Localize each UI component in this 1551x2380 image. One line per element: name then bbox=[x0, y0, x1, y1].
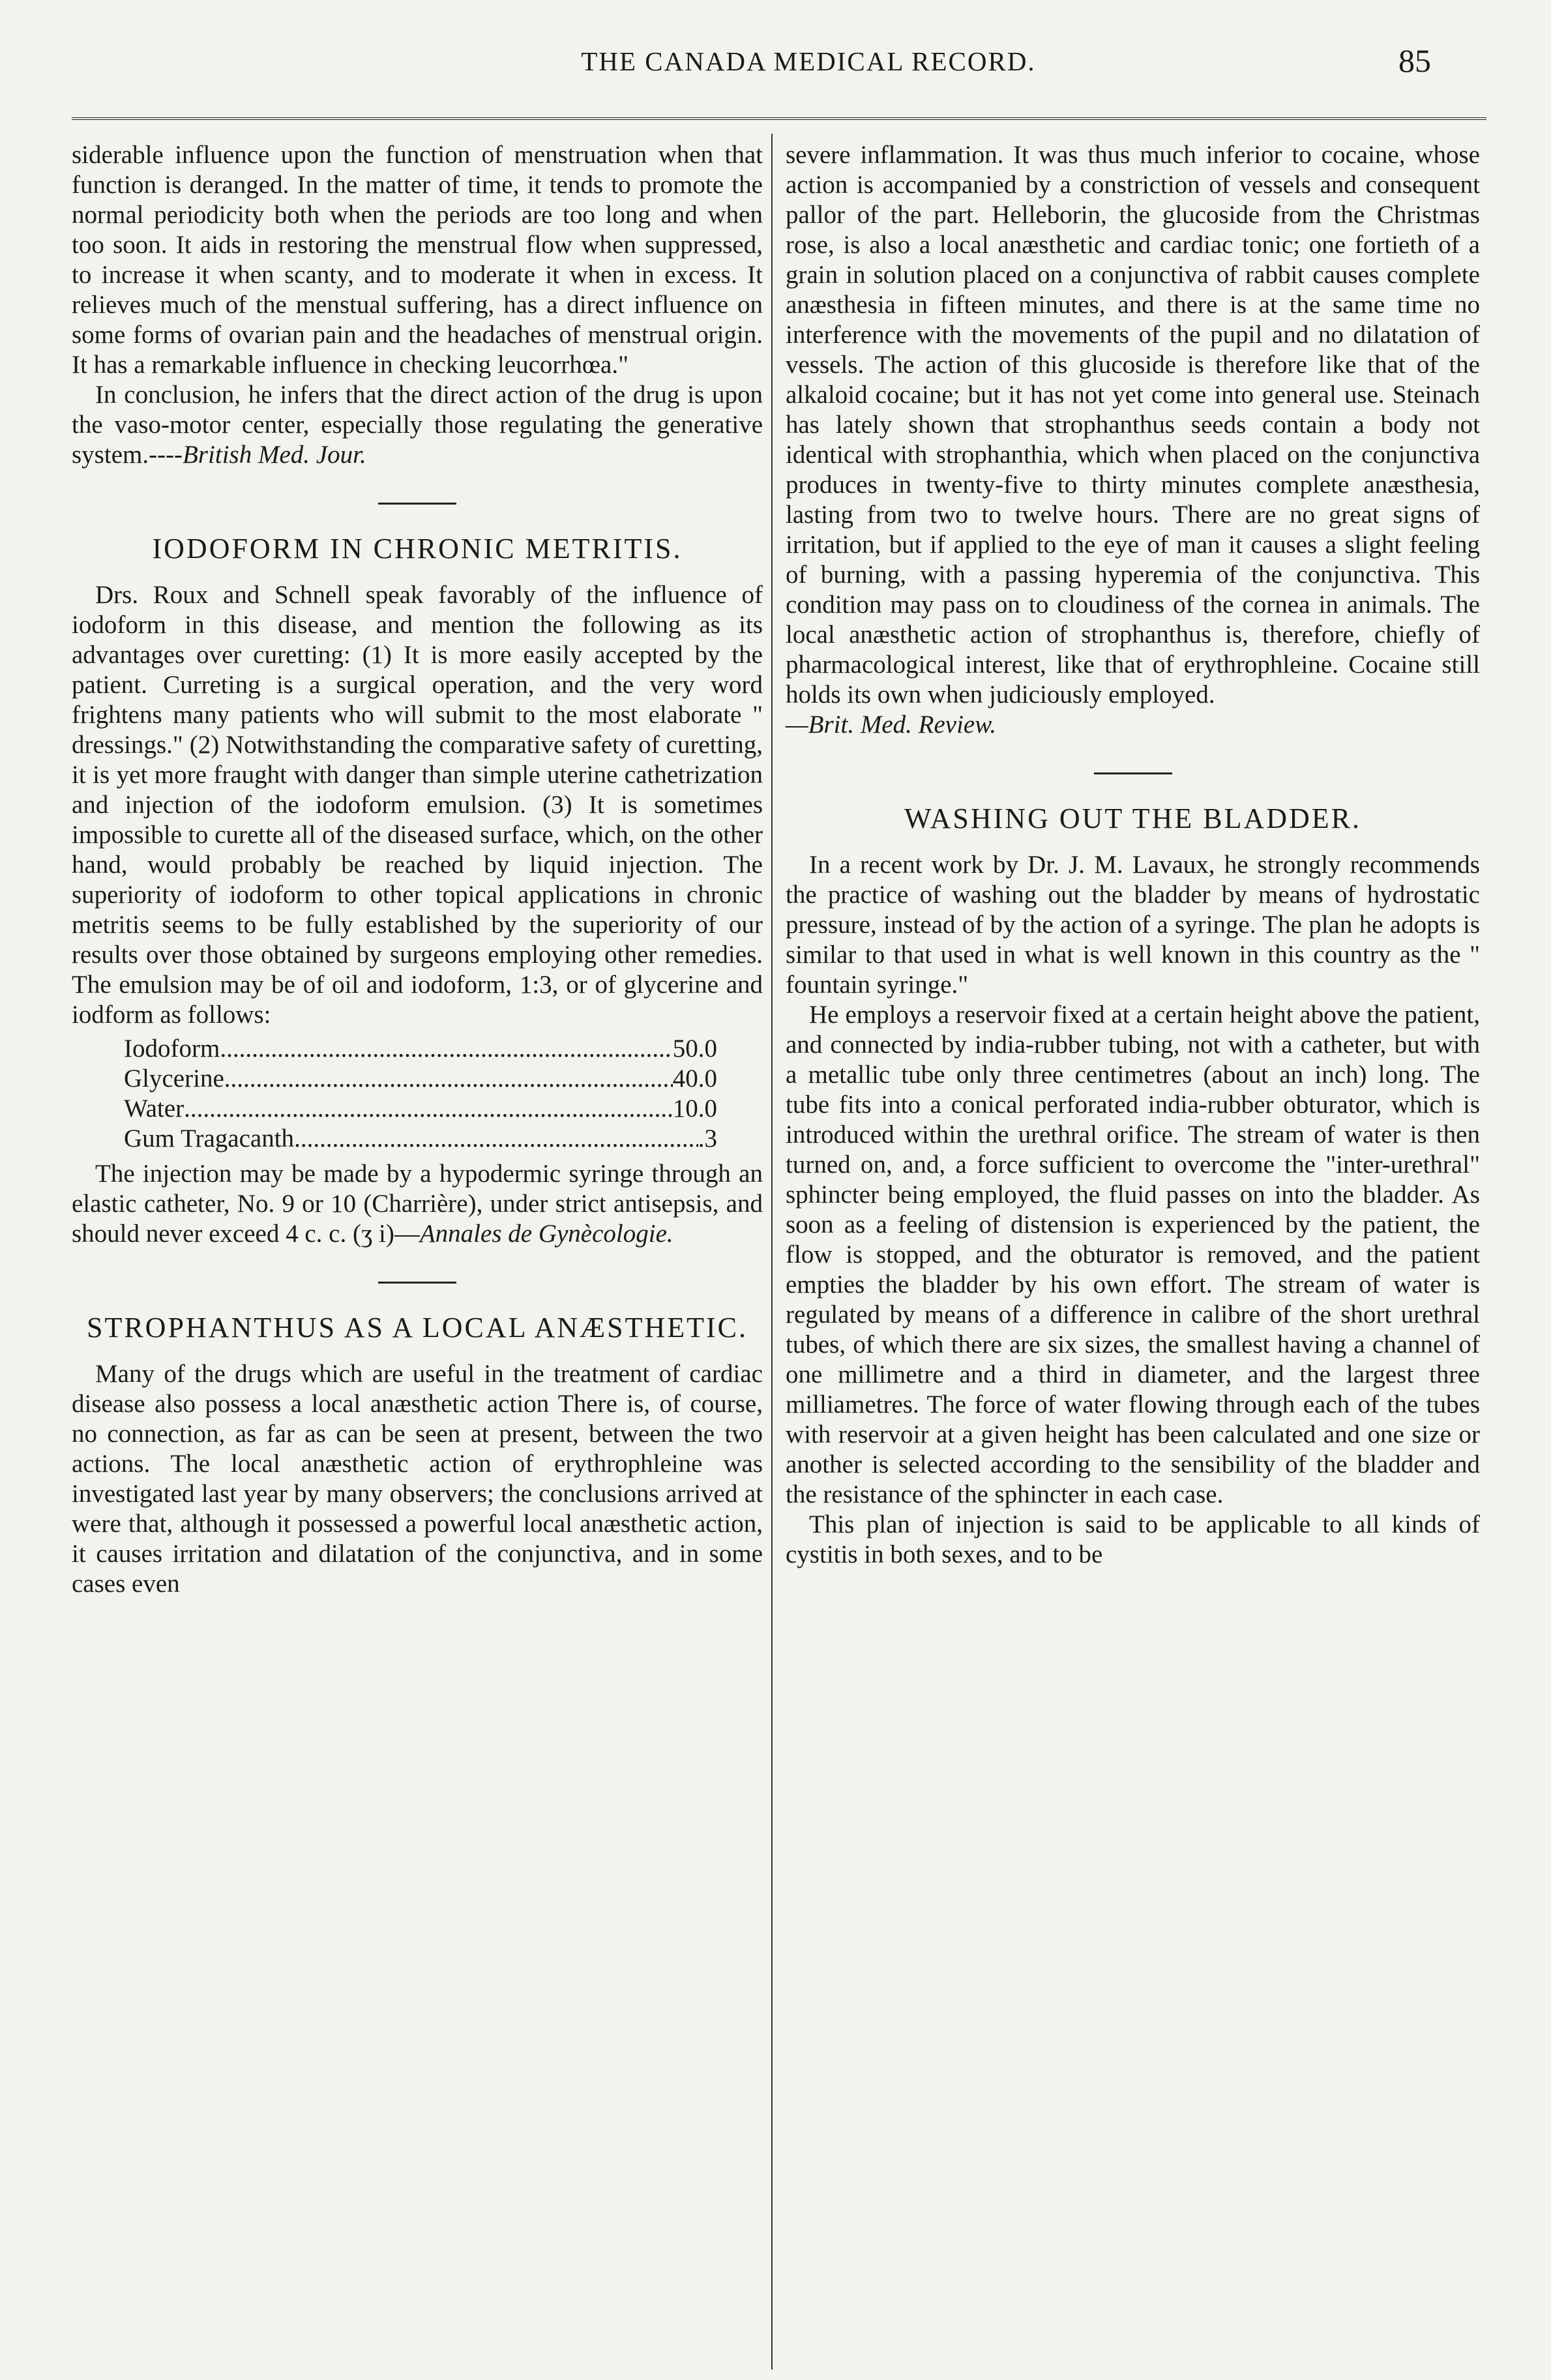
recipe-leader-dots bbox=[294, 1124, 698, 1154]
section-rule bbox=[378, 1282, 456, 1284]
bladder-paragraph-2: He employs a reservoir fixed at a certain height above the patient, and connected by india-rubber tubing, not with a catheter, but with a metallic tube only three centimetres (about an inch) long. The tube fits into a conical perforated india-rubber obturator, which is introduced within the urethral orifice. The stream of water is then turned on, and, a force sufficient to overcome the "inter-urethral" sphincter being employed, the fluid passes on into the bladder. As soon as a feeling of distension is experienced by the patient, the flow is stopped, and the obturator is removed, and the patient empties the bladder by his own effort. The stream of water is regulated by means of a difference in calibre of the short urethral tubes, of which there are six sizes, the smallest having a channel of one millimetre and a third in diameter, and the largest three milliametres. The force of water flowing through each of the tubes with reservoir at a given height has been calculated and one size or another is selected according to the sensibility of the bladder and the resistance of the sphincter in each case. bbox=[786, 1001, 1480, 1508]
recipe-amount: 50.0 bbox=[672, 1035, 717, 1063]
strophanthus-paragraph: Many of the drugs which are useful in the treatment of cardiac disease also possess a local anæsthetic action There is, of course, no connection, as far as can be seen at present, between the two actions. The local anæsthetic action of erythrophleine was investigated last year by many observers; the conclusions arrived at were that, although it possessed a powerful local anæsthetic action, it causes irritation and dilatation of the conjunctiva, and in some cases even bbox=[72, 1360, 763, 1598]
heading-iodoform: IODOFORM IN CHRONIC METRITIS. bbox=[152, 533, 683, 565]
source-citation: —Brit. Med. Review. bbox=[786, 711, 997, 739]
running-header bbox=[0, 42, 1551, 91]
header-double-rule bbox=[72, 117, 1486, 120]
injection-text: The injection may be made by a hypodermic syringe through an elastic catheter, No. 9 or 10 (Charrière), under strict antisepsis, and should never exceed 4 c. c. (ʒ i)— bbox=[72, 1160, 763, 1248]
page-number: 85 bbox=[1398, 42, 1431, 79]
iodoform-recipe bbox=[72, 1034, 763, 1154]
bladder-paragraph-1: In a recent work by Dr. J. M. Lavaux, he strongly recommends the practice of washing out the bladder by means of hydrostatic pressure, instead of by the action of a syringe. The plan he adopts is similar to that used in what is well known in this country as the " fountain syringe." bbox=[786, 851, 1480, 999]
left-column bbox=[72, 140, 763, 1599]
recipe-row bbox=[124, 1034, 763, 1064]
continued-paragraph: siderable influence upon the function of menstruation when that function is deranged. In the matter of time, it tends to promote the normal periodicity both when the periods are too long and when too soon. It aids in restoring the menstrual flow when suppressed, to increase it when scanty, and to moderate it when in excess. It relieves much of the menstual suffering, has a direct influence on some forms of ovarian pain and the headaches of menstrual origin. It has a remarkable influence in checking leucorrhœa." bbox=[72, 141, 763, 379]
running-title: THE CANADA MEDICAL RECORD. bbox=[581, 46, 1036, 76]
section-rule bbox=[378, 503, 456, 505]
recipe-row bbox=[124, 1064, 763, 1094]
recipe-ingredient: Water bbox=[124, 1095, 185, 1123]
recipe-row bbox=[124, 1094, 763, 1124]
recipe-amount: 40.0 bbox=[672, 1065, 717, 1093]
iodoform-paragraph: Drs. Roux and Schnell speak favorably of the influence of iodoform in this disease, and mention the following as its advantages over curetting: (1) It is more easily accepted by the patient. Curreting is a surgical operation, and the very word frightens many patients who will submit to the most elaborate " dressings." (2) Notwithstanding the comparative safety of curetting, it is yet more fraught with danger than simple uterine cathetrization and injection of the iodoform emulsion. (3) It is sometimes impossible to curette all of the diseased surface, which, on the other hand, would probably be reached by liquid injection. The superiority of iodoform to other topical applications in chronic metritis seems to be fully established by the superiority of our results over those obtained by surgeons employing other remedies. The emulsion may be of oil and iodoform, 1:3, or of glycerine and iodform as follows: bbox=[72, 581, 763, 1029]
injection-paragraph bbox=[72, 1159, 763, 1249]
conclusion-paragraph bbox=[72, 380, 763, 470]
recipe-amount: 10.0 bbox=[672, 1095, 717, 1123]
column-divider-rule bbox=[771, 134, 773, 2370]
source-citation: Annales de Gynècologie. bbox=[419, 1220, 673, 1248]
recipe-row bbox=[124, 1124, 763, 1154]
strophanthus-continued-paragraph bbox=[786, 140, 1480, 740]
recipe-leader-dots bbox=[220, 1034, 672, 1064]
right-column bbox=[786, 140, 1480, 1570]
source-citation: British Med. Jour. bbox=[183, 441, 366, 469]
heading-strophanthus: STROPHANTHUS AS A LOCAL ANÆSTHETIC. bbox=[86, 1312, 748, 1344]
bladder-paragraph-3: This plan of injection is said to be applicable to all kinds of cystitis in both sexes, and to be bbox=[786, 1510, 1480, 1568]
recipe-ingredient: Iodoform bbox=[124, 1035, 220, 1063]
heading-bladder: WASHING OUT THE BLADDER. bbox=[904, 802, 1362, 834]
conclusion-text: In conclusion, he infers that the direct action of the drug is upon the vaso-motor center, especially those regulating the generative system.---- bbox=[72, 381, 763, 469]
recipe-ingredient: Gum Tragacanth bbox=[124, 1124, 295, 1153]
recipe-amount: .3 bbox=[698, 1124, 717, 1153]
strophanthus-continued-text: severe inflammation. It was thus much inferior to cocaine, whose action is accompanied by a constriction of vessels and consequent pallor of the part. Helleborin, the glucoside from the Christmas rose, is also a local anæsthetic and cardiac tonic; one fortieth of a grain in solution placed on a conjunctiva of rabbit causes complete anæsthesia in fifteen minutes, and there is at the same time no interference with the movements of the pupil and no dilatation of vessels. The action of this glucoside is therefore like that of the alkaloid cocaine; but it has not yet come into general use. Steinach has lately shown that strophanthus seeds contain a body not identical with strophanthia, which when placed on the conjunctiva produces in twenty-five to thirty minutes complete anæsthesia, lasting from two to twelve hours. There are no great signs of irritation, but if applied to the eye of man it causes a slight feeling of burning, with a passing hyperemia of the conjunctiva. This condition may pass on to cloudiness of the cornea in animals. The local anæsthetic action of strophanthus is, therefore, chiefly of pharmacological interest, like that of erythrophleine. Cocaine still holds its own when judiciously employed. bbox=[786, 141, 1480, 709]
recipe-leader-dots bbox=[184, 1094, 673, 1124]
recipe-ingredient: Glycerine bbox=[124, 1065, 224, 1093]
section-rule bbox=[1094, 772, 1172, 774]
recipe-leader-dots bbox=[224, 1064, 673, 1094]
